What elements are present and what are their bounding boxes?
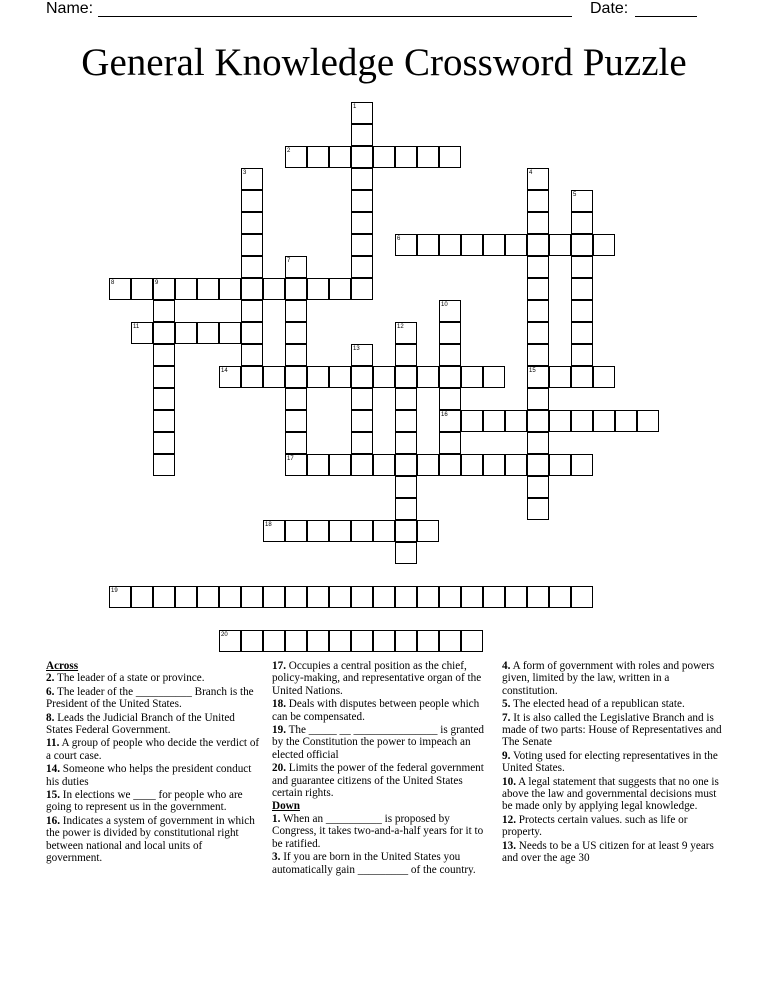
grid-cell[interactable] xyxy=(527,586,549,608)
grid-cell[interactable] xyxy=(263,278,285,300)
clue-number-9: 9 xyxy=(155,280,159,286)
grid-cell[interactable] xyxy=(571,234,593,256)
clue-number-17: 17 xyxy=(287,456,294,462)
grid-cell[interactable] xyxy=(527,388,549,410)
grid-cell[interactable] xyxy=(351,432,373,454)
grid-cell[interactable] xyxy=(615,410,637,432)
grid-cell[interactable] xyxy=(527,278,549,300)
grid-cell[interactable] xyxy=(395,630,417,652)
grid-cell[interactable] xyxy=(549,410,571,432)
grid-cell[interactable] xyxy=(439,432,461,454)
grid-cell[interactable] xyxy=(571,586,593,608)
grid-cell[interactable] xyxy=(351,212,373,234)
clue-number-8: 8 xyxy=(111,280,115,286)
grid-cell[interactable] xyxy=(527,344,549,366)
grid-cell[interactable] xyxy=(219,322,241,344)
grid-cell[interactable] xyxy=(439,454,461,476)
grid-cell[interactable] xyxy=(571,300,593,322)
clue-number-19: 19 xyxy=(111,588,118,594)
clue-number-15: 15 xyxy=(529,368,536,374)
grid-cell[interactable] xyxy=(483,410,505,432)
grid-cell[interactable] xyxy=(241,278,263,300)
clue-down-1: 1. When an __________ is proposed by Congress, it takes two-and-a-half years for it to be ratified. xyxy=(272,812,484,850)
clue-down-9: 9. Voting used for electing representatives in the United States. xyxy=(502,749,718,775)
clues-column-2 xyxy=(272,660,494,877)
grid-cell[interactable] xyxy=(285,630,307,652)
clue-across-17: 17. Occupies a central position as the chief, policy-making, and representative organ of the United Nations. xyxy=(272,660,482,697)
grid-cell[interactable] xyxy=(329,520,351,542)
grid-cell[interactable] xyxy=(527,498,549,520)
grid-cell[interactable] xyxy=(241,300,263,322)
grid-cell[interactable] xyxy=(351,146,373,168)
grid-cell[interactable] xyxy=(417,454,439,476)
grid-cell[interactable] xyxy=(351,278,373,300)
clue-across-11: 11. A group of people who decide the verdict of a court case. xyxy=(46,737,260,762)
clue-across-2: 2. The leader of a state or province. xyxy=(46,672,205,685)
grid-cell[interactable] xyxy=(307,586,329,608)
grid-cell[interactable] xyxy=(571,212,593,234)
grid-cell[interactable] xyxy=(307,278,329,300)
grid-cell[interactable] xyxy=(351,520,373,542)
grid-cell[interactable] xyxy=(483,454,505,476)
grid-cell[interactable] xyxy=(461,630,483,652)
grid-cell[interactable] xyxy=(395,520,417,542)
grid-cell[interactable] xyxy=(307,146,329,168)
clue-number-10: 10 xyxy=(441,302,448,308)
grid-cell[interactable] xyxy=(153,586,175,608)
clue-number-1: 1 xyxy=(353,104,357,110)
clue-down-5: 5. The elected head of a republican state. xyxy=(502,698,685,711)
grid-cell[interactable] xyxy=(351,388,373,410)
clue-number-14: 14 xyxy=(221,368,228,374)
grid-cell[interactable] xyxy=(571,278,593,300)
clue-number-3: 3 xyxy=(243,170,247,176)
grid-cell[interactable] xyxy=(153,410,175,432)
grid-cell[interactable] xyxy=(307,630,329,652)
clue-down-10: 10. A legal statement that suggests that no one is above the law and governmental decisions must be made only by applying legal knowledge. xyxy=(502,775,719,813)
grid-cell[interactable] xyxy=(417,146,439,168)
grid-cell[interactable] xyxy=(197,322,219,344)
grid-cell[interactable] xyxy=(285,366,307,388)
grid-cell[interactable] xyxy=(505,454,527,476)
grid-cell[interactable] xyxy=(263,366,285,388)
grid-cell[interactable] xyxy=(153,432,175,454)
grid-cell[interactable] xyxy=(197,278,219,300)
clue-across-19: 19. The _____ __ _______________ is granted by the Constitution the power to impeach an elected official xyxy=(272,724,485,761)
clue-number-12: 12 xyxy=(397,324,404,330)
grid-cell[interactable] xyxy=(241,190,263,212)
clues-column-3 xyxy=(502,660,724,866)
grid-cell[interactable] xyxy=(483,366,505,388)
grid-cell[interactable] xyxy=(571,322,593,344)
clues-column-1 xyxy=(46,660,260,866)
grid-cell[interactable] xyxy=(351,256,373,278)
clue-number-5: 5 xyxy=(573,192,577,198)
grid-cell[interactable] xyxy=(483,234,505,256)
clue-number-2: 2 xyxy=(287,148,291,154)
grid-cell[interactable] xyxy=(329,146,351,168)
clue-across-16: 16. Indicates a system of government in which the power is divided by constitutional right between national and local units of government. xyxy=(46,814,255,865)
clue-number-7: 7 xyxy=(287,258,291,264)
grid-cell[interactable] xyxy=(461,410,483,432)
grid-cell[interactable] xyxy=(549,234,571,256)
grid-cell[interactable] xyxy=(461,366,483,388)
grid-cell[interactable] xyxy=(549,586,571,608)
grid-cell[interactable] xyxy=(175,278,197,300)
clue-number-20: 20 xyxy=(221,632,228,638)
grid-cell[interactable] xyxy=(571,410,593,432)
clue-across-6: 6. The leader of the __________ Branch is the President of the United States. xyxy=(46,685,254,711)
grid-cell[interactable] xyxy=(417,234,439,256)
grid-cell[interactable] xyxy=(285,300,307,322)
grid-cell[interactable] xyxy=(439,146,461,168)
grid-cell[interactable] xyxy=(527,476,549,498)
grid-cell[interactable] xyxy=(153,344,175,366)
clue-number-11: 11 xyxy=(133,324,140,330)
grid-cell[interactable] xyxy=(395,344,417,366)
grid-cell[interactable] xyxy=(571,256,593,278)
clue-number-6: 6 xyxy=(397,236,401,242)
grid-cell[interactable] xyxy=(593,366,615,388)
grid-cell[interactable] xyxy=(373,454,395,476)
grid-cell[interactable] xyxy=(527,234,549,256)
grid-cell[interactable] xyxy=(285,322,307,344)
date-label: Date: xyxy=(590,0,629,17)
grid-cell[interactable] xyxy=(351,630,373,652)
grid-cell[interactable] xyxy=(395,366,417,388)
grid-cell[interactable] xyxy=(241,630,263,652)
grid-cell[interactable] xyxy=(439,366,461,388)
grid-cell[interactable] xyxy=(549,366,571,388)
grid-cell[interactable] xyxy=(395,410,417,432)
grid-cell[interactable] xyxy=(637,410,659,432)
grid-cell[interactable] xyxy=(241,212,263,234)
grid-cell[interactable] xyxy=(285,520,307,542)
grid-cell[interactable] xyxy=(329,454,351,476)
grid-cell[interactable] xyxy=(373,586,395,608)
grid-cell[interactable] xyxy=(131,278,153,300)
grid-cell[interactable] xyxy=(439,630,461,652)
grid-cell[interactable] xyxy=(175,586,197,608)
grid-cell[interactable] xyxy=(527,410,549,432)
grid-cell[interactable] xyxy=(373,146,395,168)
clue-number-13: 13 xyxy=(353,346,360,352)
grid-cell[interactable] xyxy=(153,388,175,410)
grid-cell[interactable] xyxy=(241,586,263,608)
grid-cell[interactable] xyxy=(175,322,197,344)
grid-cell[interactable] xyxy=(461,586,483,608)
grid-cell[interactable] xyxy=(241,344,263,366)
grid-cell[interactable] xyxy=(241,234,263,256)
grid-cell[interactable] xyxy=(219,586,241,608)
grid-cell[interactable] xyxy=(153,366,175,388)
grid-cell[interactable] xyxy=(285,432,307,454)
grid-cell[interactable] xyxy=(241,366,263,388)
clue-number-18: 18 xyxy=(265,522,272,528)
grid-cell[interactable] xyxy=(505,410,527,432)
clue-across-8: 8. Leads the Judicial Branch of the United States Federal Government. xyxy=(46,711,235,737)
grid-cell[interactable] xyxy=(285,344,307,366)
grid-cell[interactable] xyxy=(285,586,307,608)
grid-cell[interactable] xyxy=(527,256,549,278)
grid-cell[interactable] xyxy=(263,586,285,608)
clue-across-14: 14. Someone who helps the president conduct his duties xyxy=(46,763,252,788)
grid-cell[interactable] xyxy=(527,432,549,454)
clue-down-3: 3. If you are born in the United States you automatically gain _________ of the country. xyxy=(272,851,476,876)
grid-cell[interactable] xyxy=(351,234,373,256)
grid-cell[interactable] xyxy=(351,410,373,432)
grid-cell[interactable] xyxy=(153,454,175,476)
grid-cell[interactable] xyxy=(505,586,527,608)
clue-down-13: 13. Needs to be a US citizen for at least 9 years and over the age 30 xyxy=(502,839,714,865)
down-heading: Down xyxy=(272,800,300,813)
grid-cell[interactable] xyxy=(483,586,505,608)
grid-cell[interactable] xyxy=(527,454,549,476)
clue-across-18: 18. Deals with disputes between people which can be compensated. xyxy=(272,698,480,723)
grid-cell[interactable] xyxy=(285,388,307,410)
clue-down-12: 12. Protects certain values. such as life or property. xyxy=(502,813,688,839)
grid-cell[interactable] xyxy=(461,234,483,256)
grid-cell[interactable] xyxy=(131,586,153,608)
grid-cell[interactable] xyxy=(527,322,549,344)
grid-cell[interactable] xyxy=(593,234,615,256)
grid-cell[interactable] xyxy=(549,454,571,476)
grid-cell[interactable] xyxy=(153,322,175,344)
clue-across-20: 20. Limits the power of the federal government and guarantee citizens of the United States certain rights. xyxy=(272,762,484,800)
grid-cell[interactable] xyxy=(351,454,373,476)
grid-cell[interactable] xyxy=(351,366,373,388)
grid-cell[interactable] xyxy=(395,498,417,520)
grid-cell[interactable] xyxy=(307,454,329,476)
grid-cell[interactable] xyxy=(439,322,461,344)
grid-cell[interactable] xyxy=(571,366,593,388)
clue-number-16: 16 xyxy=(441,412,448,418)
grid-cell[interactable] xyxy=(197,586,219,608)
grid-cell[interactable] xyxy=(263,630,285,652)
grid-cell[interactable] xyxy=(285,278,307,300)
clue-down-4: 4. A form of government with roles and powers given, limited by the law, written in a constitution. xyxy=(502,660,715,697)
grid-cell[interactable] xyxy=(395,586,417,608)
grid-cell[interactable] xyxy=(461,454,483,476)
page-title: General Knowledge Crossword Puzzle xyxy=(81,41,687,84)
grid-cell[interactable] xyxy=(439,234,461,256)
grid-cell[interactable] xyxy=(417,520,439,542)
grid-cell[interactable] xyxy=(329,278,351,300)
grid-cell[interactable] xyxy=(351,586,373,608)
grid-cell[interactable] xyxy=(593,410,615,432)
grid-cell[interactable] xyxy=(395,476,417,498)
across-heading: Across xyxy=(46,660,79,672)
grid-cell[interactable] xyxy=(285,410,307,432)
grid-cell[interactable] xyxy=(373,366,395,388)
grid-cell[interactable] xyxy=(505,234,527,256)
grid-cell[interactable] xyxy=(241,322,263,344)
grid-cell[interactable] xyxy=(527,212,549,234)
grid-cell[interactable] xyxy=(373,520,395,542)
grid-cell[interactable] xyxy=(395,542,417,564)
grid-cell[interactable] xyxy=(527,300,549,322)
grid-cell[interactable] xyxy=(329,366,351,388)
grid-cell[interactable] xyxy=(329,630,351,652)
grid-cell[interactable] xyxy=(219,278,241,300)
grid-cell[interactable] xyxy=(351,124,373,146)
grid-cell[interactable] xyxy=(417,630,439,652)
grid-cell[interactable] xyxy=(571,344,593,366)
grid-cell[interactable] xyxy=(241,256,263,278)
grid-cell[interactable] xyxy=(395,432,417,454)
grid-cell[interactable] xyxy=(153,300,175,322)
grid-cell[interactable] xyxy=(395,146,417,168)
grid-cell[interactable] xyxy=(439,388,461,410)
grid-cell[interactable] xyxy=(351,190,373,212)
grid-cell[interactable] xyxy=(395,454,417,476)
grid-cell[interactable] xyxy=(571,454,593,476)
clue-across-15: 15. In elections we ____ for people who are going to represent us in the government. xyxy=(46,789,243,814)
grid-cell[interactable] xyxy=(439,344,461,366)
grid-cell[interactable] xyxy=(527,190,549,212)
clue-down-7: 7. It is also called the Legislative Branch and is made of two parts: House of Representatives and The Senate xyxy=(502,711,722,749)
clue-number-4: 4 xyxy=(529,170,533,176)
grid-cell[interactable] xyxy=(307,520,329,542)
grid-cell[interactable] xyxy=(351,168,373,190)
name-label: Name: xyxy=(46,0,94,17)
grid-cell[interactable] xyxy=(329,586,351,608)
grid-cell[interactable] xyxy=(395,388,417,410)
grid-cell[interactable] xyxy=(417,366,439,388)
grid-cell[interactable] xyxy=(307,366,329,388)
grid-cell[interactable] xyxy=(373,630,395,652)
grid-cell[interactable] xyxy=(439,586,461,608)
grid-cell[interactable] xyxy=(417,586,439,608)
